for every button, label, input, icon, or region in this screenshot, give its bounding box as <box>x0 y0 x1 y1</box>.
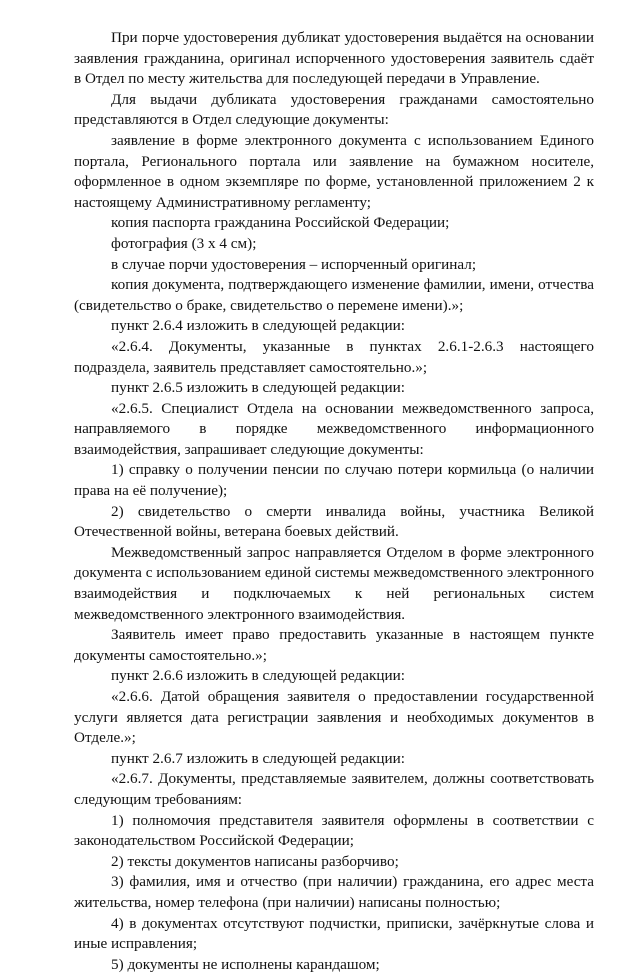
paragraph-clause-2-6-4-intro: пункт 2.6.4 изложить в следующей редакции: <box>111 317 405 335</box>
paragraph-clause-2-6-6-intro: пункт 2.6.6 изложить в следующей редакции: <box>111 667 405 685</box>
paragraph-clause-2-6-5: «2.6.5. Специалист Отдела на основании межведомственного запроса, направляемого в порядке межведомственного информационного взаимодействия, запрашивает следующие документы: <box>74 399 594 458</box>
list-item-death-certificate: 2) свидетельство о смерти инвалида войны, участника Великой Отечественной войны, ветерана боевых действий. <box>74 502 594 541</box>
list-item-photo: фотография (3 х 4 см); <box>111 234 257 252</box>
paragraph-clause-2-6-7: «2.6.7. Документы, представляемые заявителем, должны соответствовать следующим требованиям: <box>74 770 594 808</box>
paragraph-interagency-request: Межведомственный запрос направляется Отделом в форме электронного документа с использованием единой системы межведомственного электронного взаимодействия и подключаемых к ней региональных систем межведомственного электронного взаимодействия. <box>74 543 594 623</box>
list-item-requirement-5: 5) документы не исполнены карандашом; <box>111 955 380 973</box>
paragraph-documents-for-duplicate: Для выдачи дубликата удостоверения гражданами самостоятельно представляются в Отдел следующие документы: <box>74 90 594 129</box>
paragraph-clause-2-6-4: «2.6.4. Документы, указанные в пунктах 2.6.1-2.6.3 настоящего подраздела, заявитель представляет самостоятельно.»; <box>74 337 594 376</box>
list-item-requirement-2: 2) тексты документов написаны разборчиво; <box>111 852 399 870</box>
list-item-damaged-original: в случае порчи удостоверения – испорченный оригинал; <box>111 255 477 273</box>
paragraph-clause-2-6-6: «2.6.6. Датой обращения заявителя о предоставлении государственной услуги является дата регистрации заявления и необходимых документов в Отделе.»; <box>74 688 594 747</box>
list-item-requirement-1: 1) полномочия представителя заявителя оформлены в соответствии с законодательством Российской Федерации; <box>74 811 594 850</box>
paragraph-duplicate-on-damage: При порче удостоверения дубликат удостоверения выдаётся на основании заявления гражданина, оригинал испорченного удостоверения заявитель сдаёт в Отдел по месту жительства для последующей передачи в Управление. <box>74 29 594 88</box>
list-item-requirement-3: 3) фамилия, имя и отчество (при наличии) гражданина, его адрес места жительства, номер телефона (при наличии) написаны полностью; <box>74 873 594 911</box>
document-page <box>74 28 594 975</box>
list-item-pension-certificate: 1) справку о получении пенсии по случаю потери кормильца (о наличии права на её получение); <box>74 461 594 500</box>
list-item-passport-copy: копия паспорта гражданина Российской Федерации; <box>111 214 450 232</box>
paragraph-clause-2-6-7-intro: пункт 2.6.7 изложить в следующей редакции: <box>111 749 405 767</box>
list-item-requirement-4: 4) в документах отсутствуют подчистки, приписки, зачёркнутые слова и иные исправления; <box>74 914 594 953</box>
list-item-name-change-copy: копия документа, подтверждающего изменение фамилии, имени, отчества (свидетельство о браке, свидетельство о перемене имени).»; <box>74 276 594 314</box>
paragraph-applicant-right: Заявитель имеет право предоставить указанные в настоящем пункте документы самостоятельно.»; <box>74 626 594 664</box>
list-item-application: заявление в форме электронного документа с использованием Единого портала, Регионального портала или заявление на бумажном носителе, оформленное в одном экземпляре по форме, установленной приложением 2 к настоящему Административному регламенту; <box>74 131 594 211</box>
paragraph-clause-2-6-5-intro: пункт 2.6.5 изложить в следующей редакции: <box>111 379 405 397</box>
